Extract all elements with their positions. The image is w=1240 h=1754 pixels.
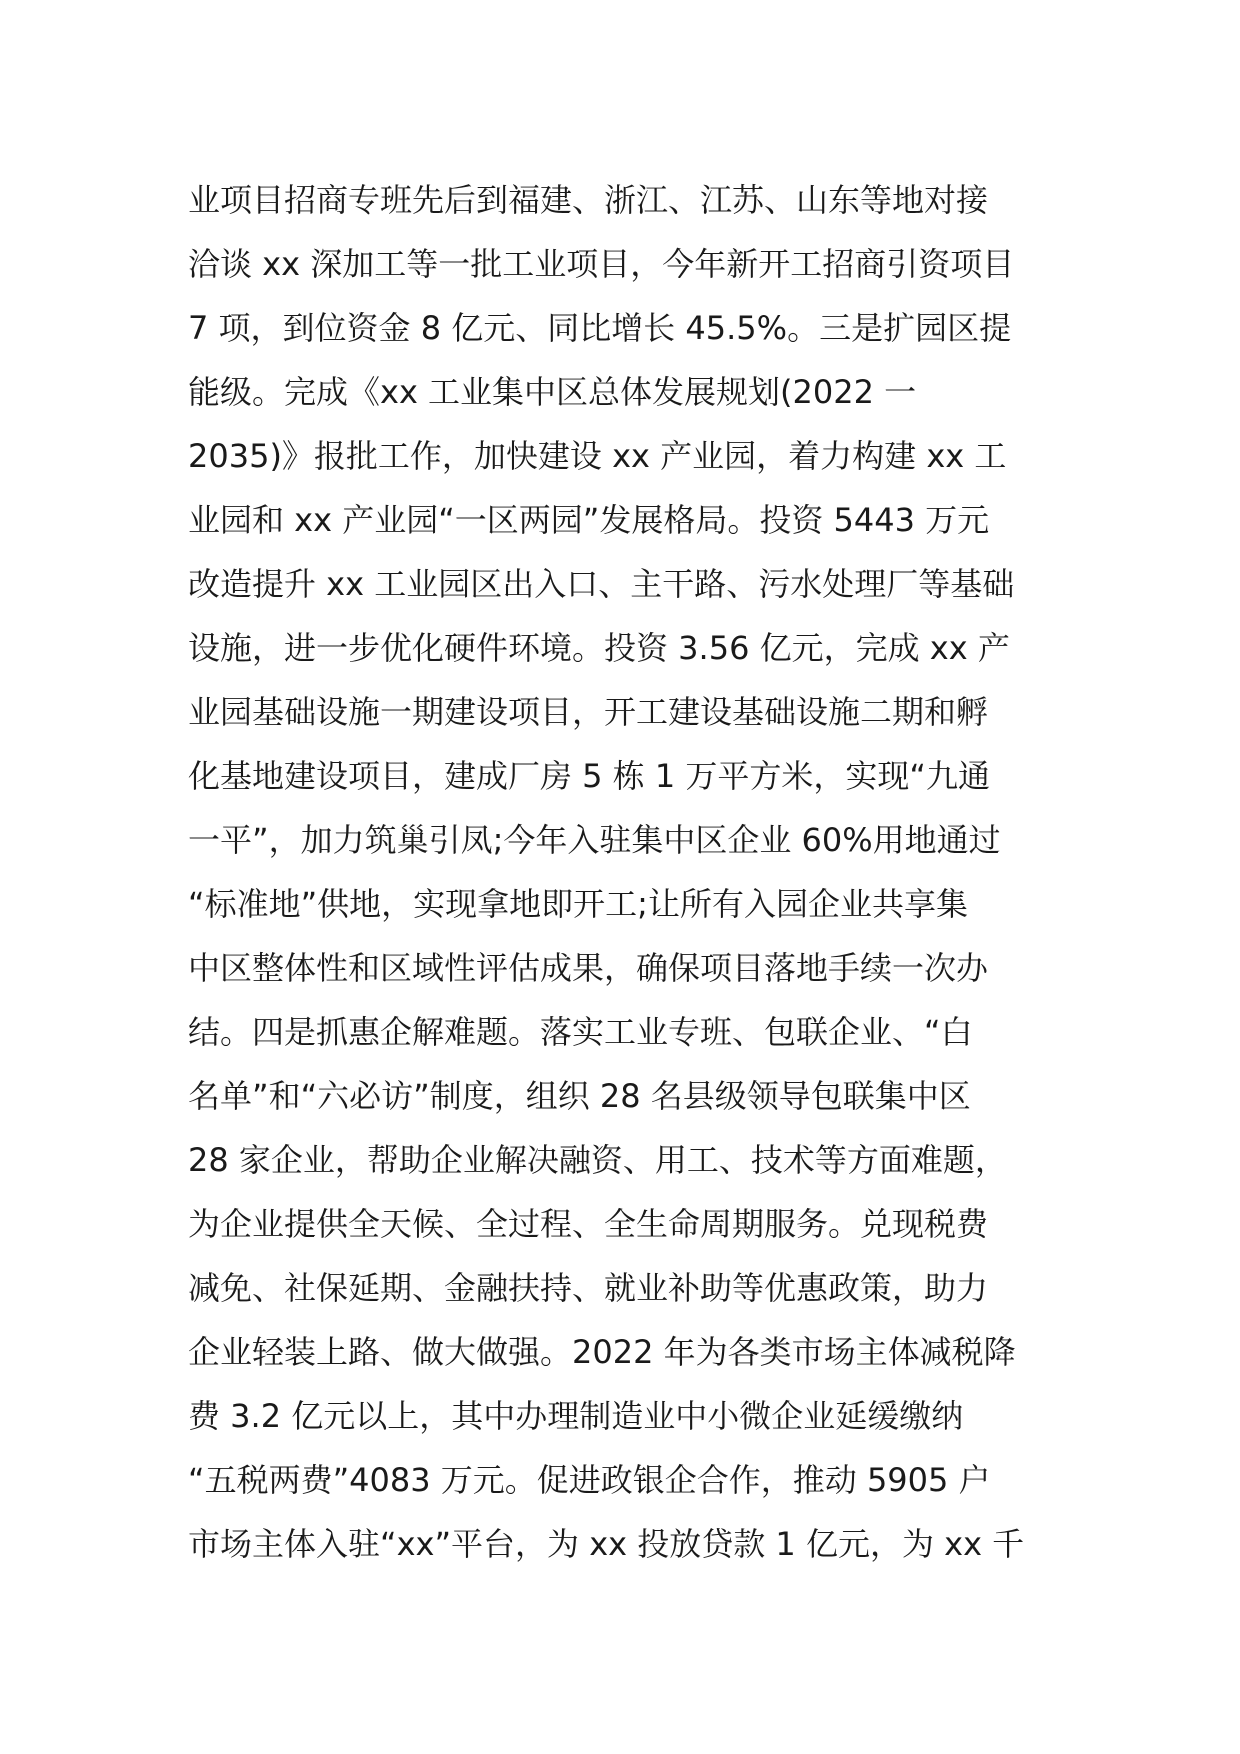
text-line: 业园基础设施一期建设项目，开工建设基础设施二期和孵	[188, 693, 989, 731]
text-line: “五税两费”4083 万元。促进政银企合作，推动 5905 户	[188, 1461, 991, 1499]
text-line: 中区整体性和区域性评估成果，确保项目落地手续一次办	[188, 949, 989, 987]
text-line: 设施，进一步优化硬件环境。投资 3.56 亿元，完成 xx 产	[188, 629, 1010, 667]
text-line: 减免、社保延期、金融扶持、就业补助等优惠政策，助力	[188, 1269, 989, 1307]
text-line: 业园和 xx 产业园“一区两园”发展格局。投资 5443 万元	[188, 501, 990, 539]
text-line: 洽谈 xx 深加工等一批工业项目，今年新开工招商引资项目	[188, 245, 1015, 283]
text-line: 7 项，到位资金 8 亿元、同比增长 45.5%。三是扩园区提	[188, 309, 1012, 347]
text-line: 为企业提供全天候、全过程、全生命周期服务。兑现税费	[188, 1205, 989, 1243]
text-line: 费 3.2 亿元以上，其中办理制造业中小微企业延缓缴纳	[188, 1397, 964, 1435]
text-line: 业项目招商专班先后到福建、浙江、江苏、山东等地对接	[188, 181, 989, 219]
text-line: “标准地”供地，实现拿地即开工;让所有入园企业共享集	[188, 885, 968, 923]
text-line: 改造提升 xx 工业园区出入口、主干路、污水处理厂等基础	[188, 565, 1015, 603]
text-line: 企业轻装上路、做大做强。2022 年为各类市场主体减税降	[188, 1333, 1016, 1371]
text-line: 28 家企业，帮助企业解决融资、用工、技术等方面难题，	[188, 1141, 1007, 1179]
text-line: 结。四是抓惠企解难题。落实工业专班、包联企业、“白	[188, 1013, 973, 1051]
text-line: 市场主体入驻“xx”平台，为 xx 投放贷款 1 亿元，为 xx 千	[188, 1525, 1025, 1563]
body-paragraph	[188, 168, 1068, 1576]
text-line: 一平”，加力筑巢引凤;今年入驻集中区企业 60%用地通过	[188, 821, 1001, 859]
text-line: 化基地建设项目，建成厂房 5 栋 1 万平方米，实现“九通	[188, 757, 990, 795]
text-line: 2035)》报批工作，加快建设 xx 产业园，着力构建 xx 工	[188, 437, 1007, 475]
text-line: 能级。完成《xx 工业集中区总体发展规划(2022 一	[188, 373, 917, 411]
text-line: 名单”和“六必访”制度，组织 28 名县级领导包联集中区	[188, 1077, 971, 1115]
